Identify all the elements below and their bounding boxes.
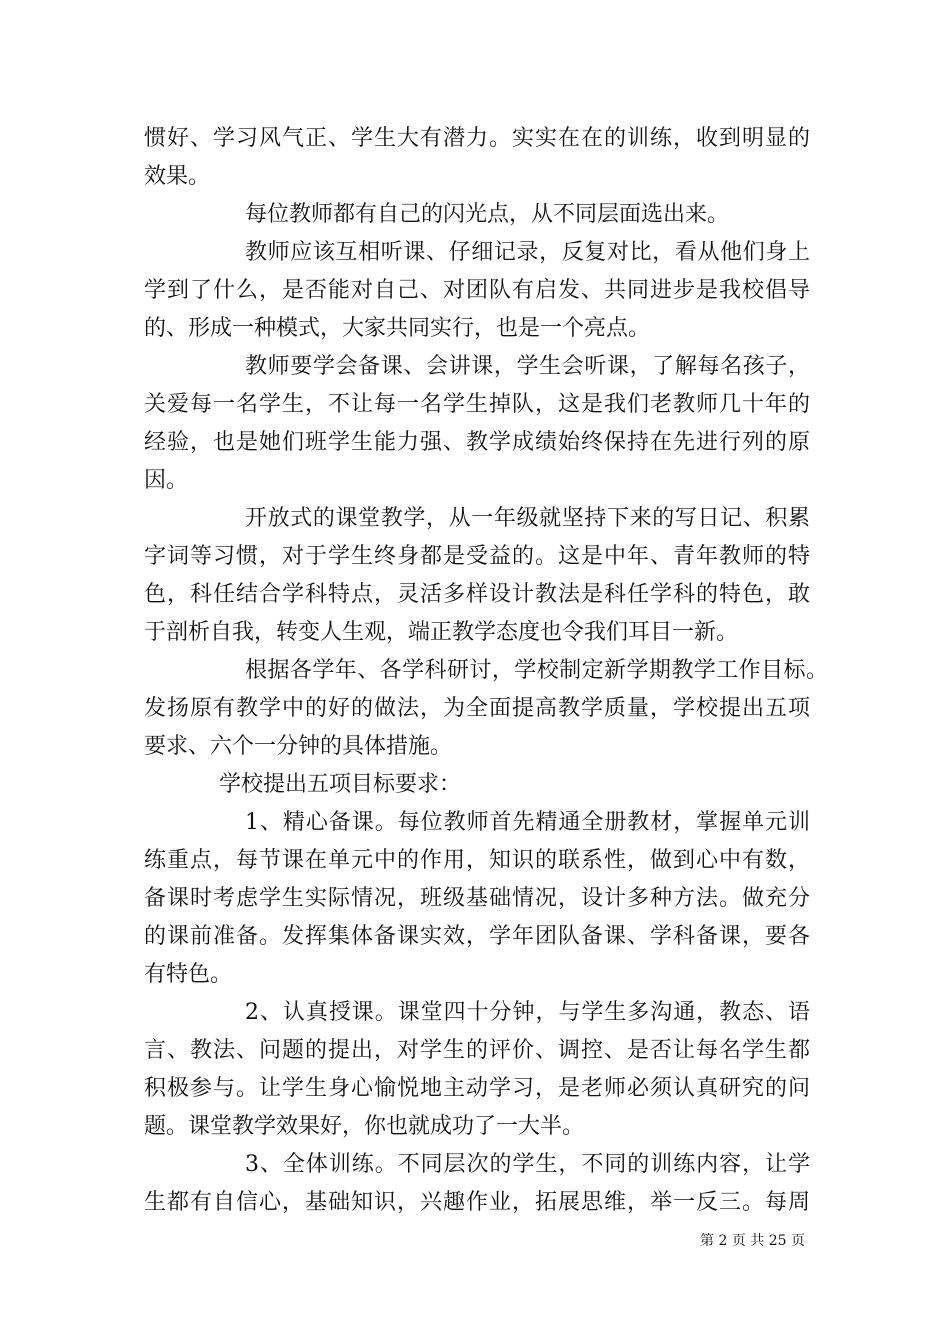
text-line: 效果。 <box>144 164 211 189</box>
text-line: 学到了什么，是否能对自己、对团队有启发、共同进步是我校倡导 <box>144 278 810 303</box>
text-line: 经验，也是她们班学生能力强、教学成绩始终保持在先进行列的原 <box>144 430 810 455</box>
text-line: 教师应该互相听课、仔细记录，反复对比，看从他们身上 <box>245 240 810 265</box>
text-line: 发扬原有教学中的好的做法，为全面提高教学质量，学校提出五项 <box>144 696 810 721</box>
page-number-footer: 第 2 页 共 25 页 <box>700 1233 805 1249</box>
text-line: 根据各学年、各学科研讨，学校制定新学期教学工作目标。 <box>245 658 828 683</box>
text-line: 备课时考虑学生实际情况，班级基础情况，设计多种方法。做充分 <box>144 886 810 911</box>
text-line: 言、教法、问题的提出，对学生的评价、调控、是否让每名学生都 <box>144 1038 810 1063</box>
text-line: 关爱每一名学生，不让每一名学生掉队，这是我们老教师几十年的 <box>144 392 810 417</box>
text-line: 的、形成一种模式，大家共同实行，也是一个亮点。 <box>144 316 651 341</box>
text-line: 生都有自信心，基础知识，兴趣作业，拓展思维，举一反三。每周 <box>144 1190 810 1215</box>
text-line: 练重点，每节课在单元中的作用，知识的联系性，做到心中有数， <box>144 848 810 873</box>
text-line: 1、精心备课。每位教师首先精通全册教材，掌握单元训 <box>245 810 810 835</box>
text-line: 题。课堂教学效果好，你也就成功了一大半。 <box>144 1114 585 1139</box>
text-line: 因。 <box>144 468 189 493</box>
text-line: 每位教师都有自己的闪光点，从不同层面选出来。 <box>245 202 730 227</box>
text-line: 字词等习惯，对于学生终身都是受益的。这是中年、青年教师的特 <box>144 544 810 569</box>
text-line: 学校提出五项目标要求： <box>219 772 462 797</box>
text-line: 2、认真授课。课堂四十分钟，与学生多沟通，教态、语 <box>245 1000 810 1025</box>
text-line: 色，科任结合学科特点，灵活多样设计教法是科任学科的特色，敢 <box>144 582 810 607</box>
text-line: 开放式的课堂教学，从一年级就坚持下来的写日记、积累 <box>245 506 810 531</box>
text-line: 有特色。 <box>144 962 233 987</box>
text-line: 3、全体训练。不同层次的学生，不同的训练内容，让学 <box>245 1152 810 1177</box>
text-line: 要求、六个一分钟的具体措施。 <box>144 734 453 759</box>
text-line: 于剖析自我，转变人生观，端正教学态度也令我们耳目一新。 <box>144 620 739 645</box>
text-line: 的课前准备。发挥集体备课实效，学年团队备课、学科备课，要各 <box>144 924 810 949</box>
text-line: 惯好、学习风气正、学生大有潜力。实实在在的训练，收到明显的 <box>144 126 810 151</box>
text-line: 教师要学会备课、会讲课，学生会听课，了解每名孩子， <box>245 354 810 379</box>
text-line: 积极参与。让学生身心愉悦地主动学习，是老师必须认真研究的问 <box>144 1076 810 1101</box>
